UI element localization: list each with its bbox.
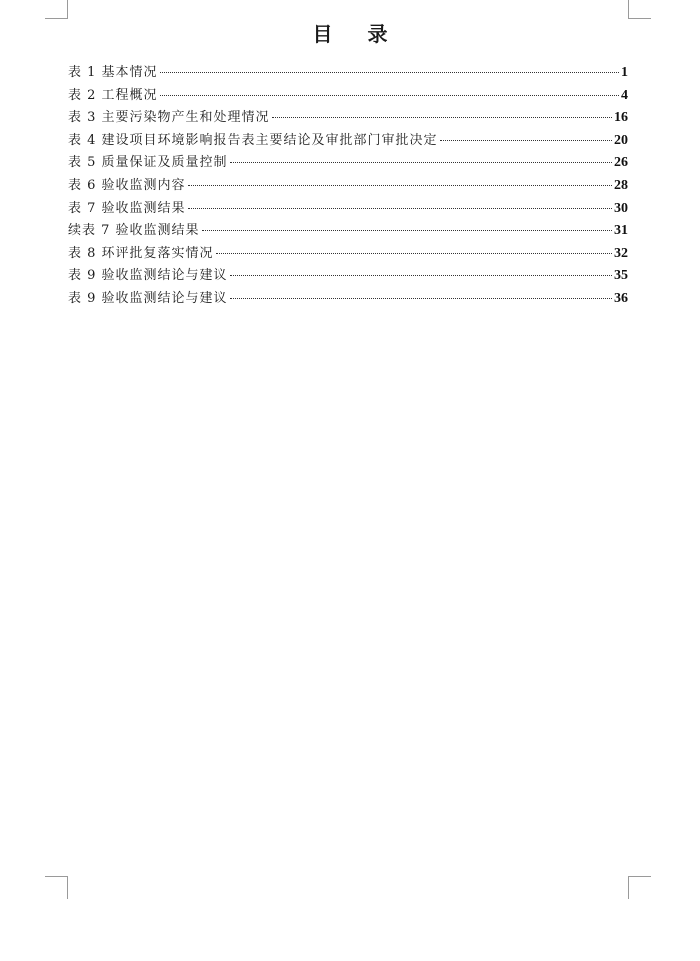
- toc-leader-dots: [230, 298, 612, 299]
- toc-entry[interactable]: [68, 265, 628, 288]
- toc-entry-page: 28: [614, 177, 628, 193]
- toc-entry[interactable]: [68, 220, 628, 243]
- toc-leader-dots: [272, 117, 612, 118]
- table-of-contents: [68, 62, 628, 311]
- crop-mark-bottom-right: [628, 876, 651, 899]
- toc-entry-page: 31: [614, 223, 628, 239]
- toc-entry-page: 4: [621, 87, 628, 103]
- toc-entry[interactable]: [68, 85, 628, 108]
- toc-entry-label: 表 9 验收监测结论与建议: [68, 290, 228, 306]
- toc-entry-label: 表 5 质量保证及质量控制: [68, 155, 228, 171]
- toc-entry-page: 30: [614, 200, 628, 216]
- toc-entry-label: 续表 7 验收监测结果: [68, 223, 200, 239]
- toc-entry-page: 35: [614, 268, 628, 284]
- toc-entry-label: 表 9 验收监测结论与建议: [68, 268, 228, 284]
- toc-entry[interactable]: [68, 130, 628, 153]
- toc-entry-label: 表 2 工程概况: [68, 87, 158, 103]
- toc-entry-label: 表 7 验收监测结果: [68, 200, 186, 216]
- toc-entry-label: 表 1 基本情况: [68, 65, 158, 80]
- crop-mark-top-right: [628, 0, 651, 19]
- toc-entry-label: 表 3 主要污染物产生和处理情况: [68, 110, 270, 126]
- toc-entry[interactable]: [68, 175, 628, 198]
- toc-leader-dots: [216, 253, 612, 254]
- toc-leader-dots: [160, 72, 619, 73]
- toc-entry-page: 26: [614, 155, 628, 171]
- toc-entry-page: 1: [621, 65, 628, 80]
- toc-leader-dots: [440, 140, 612, 141]
- toc-entry[interactable]: [68, 107, 628, 130]
- toc-leader-dots: [202, 230, 612, 231]
- toc-entry[interactable]: [68, 243, 628, 266]
- toc-leader-dots: [188, 208, 612, 209]
- toc-title: 目 录: [312, 22, 402, 46]
- toc-entry-label: 表 4 建设项目环境影响报告表主要结论及审批部门审批决定: [68, 132, 438, 148]
- toc-entry-label: 表 6 验收监测内容: [68, 177, 186, 193]
- toc-entry[interactable]: [68, 288, 628, 311]
- toc-entry[interactable]: [68, 62, 628, 85]
- toc-leader-dots: [230, 162, 612, 163]
- crop-mark-top-left: [45, 0, 68, 19]
- toc-entry[interactable]: [68, 198, 628, 221]
- toc-entry-label: 表 8 环评批复落实情况: [68, 245, 214, 261]
- toc-entry[interactable]: [68, 152, 628, 175]
- toc-entry-page: 16: [614, 110, 628, 126]
- crop-mark-bottom-left: [45, 876, 68, 899]
- toc-entry-page: 20: [614, 132, 628, 148]
- toc-leader-dots: [188, 185, 612, 186]
- toc-entry-page: 32: [614, 245, 628, 261]
- toc-leader-dots: [230, 275, 612, 276]
- toc-leader-dots: [160, 95, 619, 96]
- toc-entry-page: 36: [614, 290, 628, 306]
